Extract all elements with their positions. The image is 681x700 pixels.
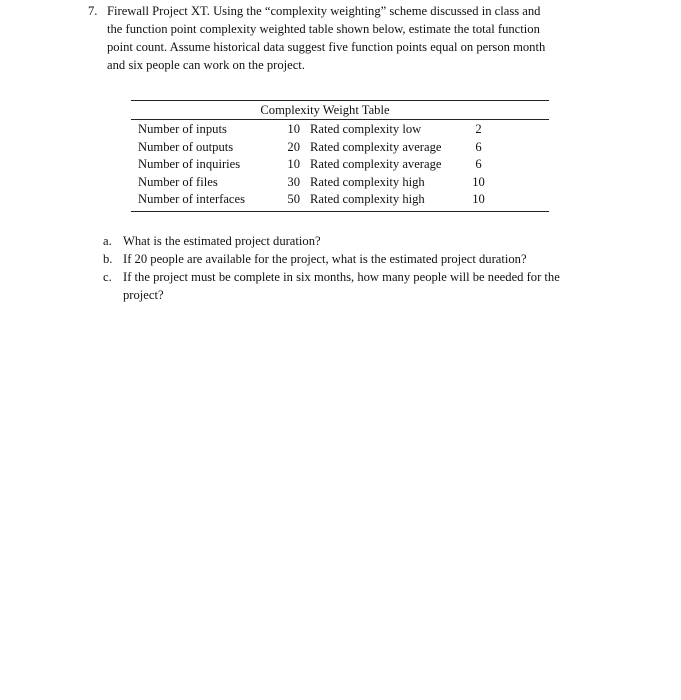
row-count: 10 bbox=[287, 122, 300, 136]
row-item: Number of interfaces bbox=[138, 192, 245, 206]
row-item: Number of inputs bbox=[138, 122, 227, 136]
row-rating: Rated complexity high bbox=[310, 174, 425, 189]
table-row bbox=[131, 156, 549, 174]
row-weight: 2 bbox=[475, 122, 482, 136]
question-line-1: Firewall Project XT. Using the “complexity weighting” scheme discussed in class and bbox=[107, 4, 541, 18]
sub-questions bbox=[103, 232, 613, 304]
sub-question-text bbox=[123, 268, 560, 304]
row-count: 20 bbox=[287, 139, 300, 154]
row-item: Number of inquiries bbox=[138, 157, 241, 171]
sub-question-line: project? bbox=[123, 288, 164, 302]
row-weight: 6 bbox=[475, 157, 482, 171]
question-line-2: the function point complexity weighted table shown below, estimate the total function bbox=[107, 22, 540, 36]
question-text bbox=[107, 2, 545, 74]
question-number: 7. bbox=[88, 4, 98, 18]
row-item: Number of files bbox=[138, 174, 218, 189]
sub-question-letter: b. bbox=[103, 252, 113, 266]
complexity-weight-table bbox=[131, 100, 549, 212]
row-count: 50 bbox=[287, 192, 300, 206]
row-item: Number of outputs bbox=[138, 139, 234, 154]
sub-question-line: If 20 people are available for the project, what is the estimated project duration? bbox=[123, 252, 527, 266]
question-header bbox=[88, 2, 608, 74]
table-bottom-rule bbox=[131, 211, 549, 212]
table-row bbox=[131, 191, 549, 209]
row-weight: 10 bbox=[472, 192, 485, 206]
sub-question-b bbox=[103, 250, 613, 268]
table-row bbox=[131, 174, 549, 192]
row-rating: Rated complexity average bbox=[310, 157, 442, 171]
sub-question-line: If the project must be complete in six months, how many people will be needed for the bbox=[123, 270, 560, 284]
sub-question-text bbox=[123, 232, 321, 250]
table-row bbox=[131, 121, 549, 139]
sub-question-text bbox=[123, 250, 527, 268]
question-7 bbox=[88, 2, 608, 74]
question-line-4: and six people can work on the project. bbox=[107, 58, 305, 72]
sub-question-c bbox=[103, 268, 613, 304]
row-rating: Rated complexity low bbox=[310, 122, 422, 136]
row-count: 10 bbox=[287, 157, 300, 171]
row-weight: 6 bbox=[475, 139, 482, 154]
sub-question-letter: c. bbox=[103, 270, 112, 284]
table-body bbox=[131, 120, 549, 211]
row-weight: 10 bbox=[472, 174, 485, 189]
sub-question-letter: a. bbox=[103, 234, 112, 248]
table-row bbox=[131, 139, 549, 157]
question-line-3: point count. Assume historical data suggest five function points equal on person month bbox=[107, 40, 546, 54]
row-rating: Rated complexity high bbox=[310, 192, 425, 206]
sub-question-line: What is the estimated project duration? bbox=[123, 234, 321, 248]
sub-question-a bbox=[103, 232, 613, 250]
row-rating: Rated complexity average bbox=[310, 139, 442, 154]
table-title: Complexity Weight Table bbox=[260, 103, 390, 117]
row-count: 30 bbox=[287, 174, 300, 189]
